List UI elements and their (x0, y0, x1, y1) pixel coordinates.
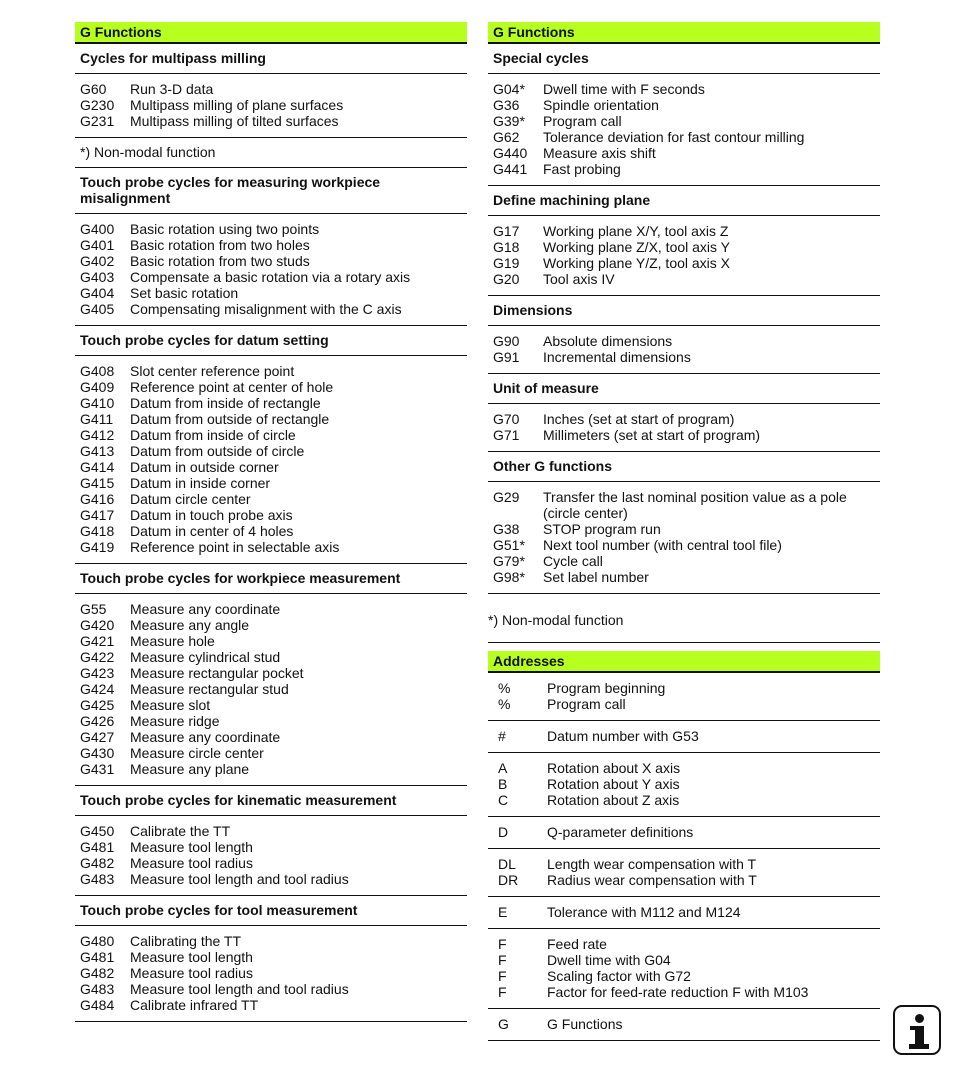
section-title: Unit of measure (488, 374, 880, 404)
function-code: G417 (80, 507, 115, 523)
function-code: G420 (80, 617, 115, 633)
address-letter: # (498, 728, 506, 744)
address-row (488, 984, 880, 1000)
function-code: G402 (80, 253, 115, 269)
function-description: Datum from outside of rectangle (130, 411, 330, 427)
address-description: Rotation about X axis (547, 760, 681, 776)
address-letter: DR (498, 872, 519, 888)
function-description: Measure tool length (130, 949, 253, 965)
function-code: G422 (80, 649, 115, 665)
address-letter: % (498, 696, 511, 712)
left-column (75, 22, 467, 1022)
function-row (488, 411, 880, 427)
function-description: Measure tool radius (130, 965, 253, 981)
function-description: Measure hole (130, 633, 215, 649)
function-description: Run 3-D data (130, 81, 214, 97)
function-code: G482 (80, 855, 115, 871)
function-row (75, 729, 467, 745)
function-row (75, 839, 467, 855)
function-description: Measure tool length and tool radius (130, 981, 349, 997)
function-list (75, 74, 467, 138)
function-row (75, 871, 467, 887)
function-description: Measure rectangular pocket (130, 665, 304, 681)
function-code: G412 (80, 427, 115, 443)
address-row (488, 872, 880, 888)
function-row (488, 569, 880, 585)
function-list (75, 816, 467, 896)
section-title: Define machining plane (488, 186, 880, 216)
function-code: G60 (80, 81, 107, 97)
function-row (75, 539, 467, 555)
function-code: G431 (80, 761, 115, 777)
function-description: STOP program run (543, 521, 661, 537)
info-icon (893, 1005, 941, 1055)
function-row (75, 395, 467, 411)
function-code: G430 (80, 745, 115, 761)
function-code: G71 (493, 427, 520, 443)
function-code: G423 (80, 665, 115, 681)
function-row (75, 713, 467, 729)
function-code: G98* (493, 569, 525, 585)
function-description: Millimeters (set at start of program) (543, 427, 761, 443)
function-description: Tolerance deviation for fast contour milling (543, 129, 805, 145)
address-group (488, 897, 880, 929)
function-description: Multipass milling of tilted surfaces (130, 113, 339, 129)
function-row (75, 253, 467, 269)
function-list (75, 356, 467, 564)
function-description: Measure cylindrical stud (130, 649, 281, 665)
address-letter: F (498, 984, 507, 1000)
function-row (75, 981, 467, 997)
function-code: G411 (80, 411, 114, 427)
function-description: Fast probing (543, 161, 621, 177)
function-row (75, 97, 467, 113)
function-description: Datum from inside of rectangle (130, 395, 321, 411)
function-description: Working plane Z/X, tool axis Y (543, 239, 731, 255)
function-code: G409 (80, 379, 115, 395)
function-row (488, 113, 880, 129)
address-group (488, 753, 880, 817)
address-row (488, 904, 880, 920)
function-code: G424 (80, 681, 115, 697)
function-description: Set label number (543, 569, 649, 585)
function-description: Tool axis IV (543, 271, 615, 287)
function-row (488, 333, 880, 349)
function-row (75, 523, 467, 539)
function-description: Measure any coordinate (130, 601, 281, 617)
function-description: Inches (set at start of program) (543, 411, 735, 427)
function-row (75, 491, 467, 507)
function-row (75, 949, 467, 965)
function-code: G483 (80, 981, 115, 997)
function-description: Transfer the last nominal position value as a pole (circle center) (543, 489, 847, 521)
address-description: Q-parameter definitions (547, 824, 694, 840)
function-code: G482 (80, 965, 115, 981)
address-row (488, 856, 880, 872)
function-row (488, 537, 880, 553)
section-title: Other G functions (488, 452, 880, 482)
function-row (488, 349, 880, 365)
address-group (488, 817, 880, 849)
function-code: G04* (493, 81, 525, 97)
address-letter: C (498, 792, 509, 808)
function-code: G408 (80, 363, 115, 379)
address-letter: B (498, 776, 508, 792)
function-description: Reference point in selectable axis (130, 539, 340, 555)
address-row (488, 680, 880, 696)
function-code: G91 (493, 349, 520, 365)
function-row (75, 427, 467, 443)
function-code: G480 (80, 933, 115, 949)
function-description: Reference point at center of hole (130, 379, 334, 395)
function-row (75, 617, 467, 633)
address-letter: E (498, 904, 508, 920)
function-row (75, 649, 467, 665)
function-row (488, 145, 880, 161)
address-row (488, 936, 880, 952)
function-code: G29 (493, 489, 520, 505)
function-row (75, 113, 467, 129)
function-description: Slot center reference point (130, 363, 295, 379)
function-description: Cycle call (543, 553, 603, 569)
function-description: Measure any plane (130, 761, 250, 777)
address-description: Feed rate (547, 936, 607, 952)
address-description: Scaling factor with G72 (547, 968, 691, 984)
function-code: G415 (80, 475, 115, 491)
function-row (75, 601, 467, 617)
function-row (75, 697, 467, 713)
address-letter: F (498, 936, 507, 952)
function-description: Incremental dimensions (543, 349, 691, 365)
function-row (75, 761, 467, 777)
right-sections (488, 44, 880, 643)
function-row (75, 933, 467, 949)
address-description: Rotation about Z axis (547, 792, 680, 808)
function-description: Measure ridge (130, 713, 220, 729)
function-row (75, 475, 467, 491)
address-row (488, 760, 880, 776)
function-description: Next tool number (with central tool file) (543, 537, 782, 553)
function-description: Datum from outside of circle (130, 443, 305, 459)
left-sections (75, 44, 467, 1022)
function-row (488, 161, 880, 177)
function-row (75, 285, 467, 301)
function-row (488, 97, 880, 113)
function-code: G230 (80, 97, 115, 113)
function-code: G483 (80, 871, 115, 887)
function-row (75, 681, 467, 697)
function-description: Measure tool length and tool radius (130, 871, 349, 887)
function-row (488, 129, 880, 145)
function-list (75, 926, 467, 1022)
address-letter: A (498, 760, 508, 776)
function-code: G38 (493, 521, 520, 537)
function-row (75, 301, 467, 317)
function-code: G413 (80, 443, 115, 459)
function-code: G17 (493, 223, 520, 239)
function-row (75, 745, 467, 761)
section-title: Dimensions (488, 296, 880, 326)
function-row (488, 427, 880, 443)
section-title: Touch probe cycles for datum setting (75, 326, 467, 356)
address-row (488, 792, 880, 808)
function-description: Measure tool length (130, 839, 253, 855)
function-row (488, 255, 880, 271)
address-description: G Functions (547, 1016, 623, 1032)
address-letter: DL (498, 856, 516, 872)
function-code: G419 (80, 539, 115, 555)
function-code: G39* (493, 113, 525, 129)
address-letter: F (498, 952, 507, 968)
section-title: Cycles for multipass milling (75, 44, 467, 74)
address-description: Rotation about Y axis (547, 776, 680, 792)
addresses-list (488, 673, 880, 1041)
function-row (75, 237, 467, 253)
function-description: Compensating misalignment with the C axis (130, 301, 402, 317)
function-row (75, 665, 467, 681)
function-row (75, 269, 467, 285)
section-title: Touch probe cycles for measuring workpiece misalignment (75, 168, 467, 214)
footnote: *) Non-modal function (488, 594, 880, 643)
function-code: G231 (80, 113, 115, 129)
function-code: G421 (80, 633, 115, 649)
right-section-band: G Functions (488, 22, 880, 44)
function-list (488, 216, 880, 296)
function-row (75, 443, 467, 459)
function-list (488, 74, 880, 186)
function-code: G36 (493, 97, 520, 113)
address-group (488, 673, 880, 721)
function-description: Calibrating the TT (130, 933, 242, 949)
function-description: Basic rotation from two studs (130, 253, 310, 269)
address-description: Length wear compensation with T (547, 856, 757, 872)
address-row (488, 728, 880, 744)
function-code: G426 (80, 713, 115, 729)
function-row (488, 553, 880, 569)
function-list (75, 214, 467, 326)
function-description: Basic rotation from two holes (130, 237, 310, 253)
address-description: Dwell time with G04 (547, 952, 671, 968)
addresses-band: Addresses (488, 651, 880, 673)
function-row (75, 823, 467, 839)
function-description: Datum in touch probe axis (130, 507, 293, 523)
function-code: G55 (80, 601, 107, 617)
function-description: Datum in center of 4 holes (130, 523, 294, 539)
function-code: G410 (80, 395, 115, 411)
function-description: Program call (543, 113, 622, 129)
function-description: Set basic rotation (130, 285, 239, 301)
function-list (488, 482, 880, 594)
function-code: G20 (493, 271, 520, 287)
address-letter: G (498, 1016, 509, 1032)
left-section-band: G Functions (75, 22, 467, 44)
address-row (488, 824, 880, 840)
address-row (488, 968, 880, 984)
address-description: Tolerance with M112 and M124 (547, 904, 741, 920)
section-title: Special cycles (488, 44, 880, 74)
function-description: Multipass milling of plane surfaces (130, 97, 344, 113)
function-row (75, 997, 467, 1013)
function-description: Working plane X/Y, tool axis Z (543, 223, 729, 239)
address-group (488, 721, 880, 753)
function-row (75, 633, 467, 649)
function-code: G418 (80, 523, 115, 539)
function-code: G401 (80, 237, 115, 253)
function-row (75, 81, 467, 97)
function-code: G51* (493, 537, 525, 553)
function-code: G481 (80, 949, 115, 965)
section-title: Touch probe cycles for workpiece measurement (75, 564, 467, 594)
function-code: G484 (80, 997, 115, 1013)
address-row (488, 952, 880, 968)
function-code: G441 (493, 161, 528, 177)
function-description: Measure tool radius (130, 855, 253, 871)
function-code: G414 (80, 459, 115, 475)
function-code: G481 (80, 839, 115, 855)
function-code: G450 (80, 823, 115, 839)
function-description: Measure circle center (130, 745, 264, 761)
function-description: Datum from inside of circle (130, 427, 296, 443)
right-column (488, 22, 880, 1041)
function-list (75, 594, 467, 786)
address-row (488, 1016, 880, 1032)
address-group (488, 929, 880, 1009)
function-list (488, 404, 880, 452)
address-group (488, 1009, 880, 1041)
function-row (488, 489, 880, 521)
function-description: Compensate a basic rotation via a rotary axis (130, 269, 411, 285)
function-row (75, 507, 467, 523)
address-description: Datum number with G53 (547, 728, 699, 744)
address-description: Program beginning (547, 680, 666, 696)
function-description: Datum circle center (130, 491, 251, 507)
function-row (75, 965, 467, 981)
function-row (75, 459, 467, 475)
address-description: Program call (547, 696, 626, 712)
address-row (488, 696, 880, 712)
function-description: Datum in outside corner (130, 459, 279, 475)
function-code: G403 (80, 269, 115, 285)
function-description: Calibrate the TT (130, 823, 231, 839)
address-description: Radius wear compensation with T (547, 872, 757, 888)
function-row (75, 379, 467, 395)
function-code: G440 (493, 145, 528, 161)
function-row (75, 411, 467, 427)
function-code: G19 (493, 255, 520, 271)
function-code: G90 (493, 333, 520, 349)
function-description: Calibrate infrared TT (130, 997, 259, 1013)
section-title: Touch probe cycles for tool measurement (75, 896, 467, 926)
function-description: Absolute dimensions (543, 333, 673, 349)
function-description: Basic rotation using two points (130, 221, 320, 237)
address-group (488, 849, 880, 897)
function-description: Measure any coordinate (130, 729, 281, 745)
function-description: Datum in inside corner (130, 475, 271, 491)
footnote: *) Non-modal function (75, 138, 467, 168)
function-code: G70 (493, 411, 520, 427)
function-code: G18 (493, 239, 520, 255)
function-description: Working plane Y/Z, tool axis X (543, 255, 731, 271)
function-code: G79* (493, 553, 525, 569)
function-row (488, 223, 880, 239)
function-description: Dwell time with F seconds (543, 81, 705, 97)
function-description: Spindle orientation (543, 97, 659, 113)
function-code: G62 (493, 129, 520, 145)
function-code: G425 (80, 697, 115, 713)
function-row (75, 855, 467, 871)
address-description: Factor for feed-rate reduction F with M103 (547, 984, 809, 1000)
function-code: G405 (80, 301, 115, 317)
function-list (488, 326, 880, 374)
function-row (75, 221, 467, 237)
address-letter: F (498, 968, 507, 984)
function-code: G427 (80, 729, 115, 745)
function-code: G416 (80, 491, 115, 507)
address-letter: % (498, 680, 511, 696)
function-row (488, 271, 880, 287)
function-description: Measure slot (130, 697, 211, 713)
function-row (488, 81, 880, 97)
section-title: Touch probe cycles for kinematic measurement (75, 786, 467, 816)
function-row (488, 239, 880, 255)
function-description: Measure any angle (130, 617, 250, 633)
function-row (488, 521, 880, 537)
address-letter: D (498, 824, 509, 840)
function-code: G400 (80, 221, 115, 237)
address-row (488, 776, 880, 792)
function-code: G404 (80, 285, 115, 301)
function-description: Measure axis shift (543, 145, 656, 161)
function-row (75, 363, 467, 379)
function-description: Measure rectangular stud (130, 681, 289, 697)
